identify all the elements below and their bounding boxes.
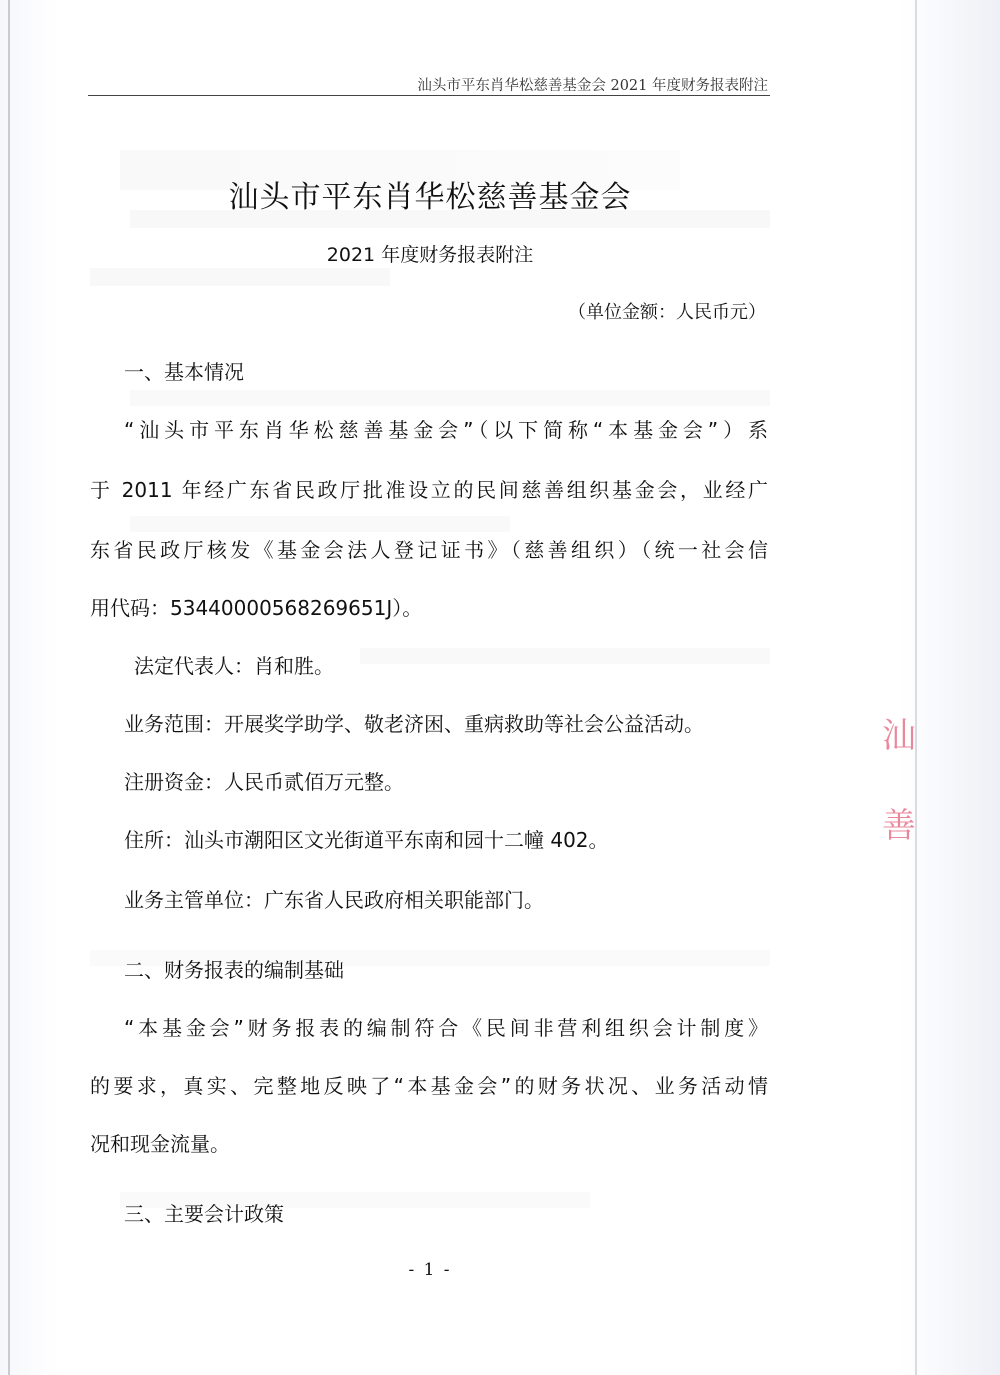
paragraph-line: 的要求，真实、完整地反映了“本基金会”的财务状况、业务活动情 (90, 1074, 768, 1098)
paragraph-line: 东省民政厅核发《基金会法人登记证书》（慈善组织）（统一社会信 (90, 538, 768, 562)
stamp-glyph: 善 (882, 806, 916, 846)
header-rule (88, 95, 770, 96)
document-title: 汕头市平东肖华松慈善基金会 (228, 180, 632, 215)
legal-representative: 法定代表人：肖和胜。 (134, 654, 334, 678)
document-subtitle: 2021 年度财务报表附注 (326, 244, 534, 266)
running-header: 汕头市平东肖华松慈善基金会 2021 年度财务报表附注 (417, 78, 768, 94)
business-scope: 业务范围：开展奖学助学、敬老济困、重病救助等社会公益活动。 (124, 712, 704, 736)
bleed-through-shadow (130, 516, 510, 532)
section-heading-policy: 三、主要会计政策 (124, 1202, 284, 1226)
address: 住所：汕头市潮阳区文光街道平东南和园十二幢 402。 (124, 828, 609, 852)
page-number: - 1 - (408, 1260, 452, 1280)
paragraph-line: “汕头市平东肖华松慈善基金会”（以下简称“本基金会”）系 (124, 418, 768, 442)
paragraph-line: 用代码：53440000568269651J）。 (90, 596, 423, 620)
scan-edge-right (915, 0, 917, 1375)
stamp-glyph: 汕 (882, 716, 916, 756)
unit-note: （单位金额：人民币元） (568, 302, 766, 323)
registered-capital: 注册资金：人民币贰佰万元整。 (124, 770, 404, 794)
paragraph-line: 况和现金流量。 (90, 1132, 230, 1156)
bleed-through-shadow (90, 268, 390, 286)
paragraph-line: 于 2011 年经广东省民政厅批准设立的民间慈善组织基金会，业经广 (90, 478, 768, 502)
bleed-through-shadow (360, 648, 770, 664)
section-heading-basic: 一、基本情况 (124, 360, 244, 384)
section-heading-basis: 二、财务报表的编制基础 (124, 958, 344, 982)
scan-edge-left (8, 0, 10, 1375)
paragraph-line: “本基金会”财务报表的编制符合《民间非营利组织会计制度》 (124, 1016, 768, 1040)
bleed-through-shadow (130, 390, 770, 406)
red-seal-stamp (882, 712, 942, 862)
supervising-unit: 业务主管单位：广东省人民政府相关职能部门。 (124, 888, 544, 912)
